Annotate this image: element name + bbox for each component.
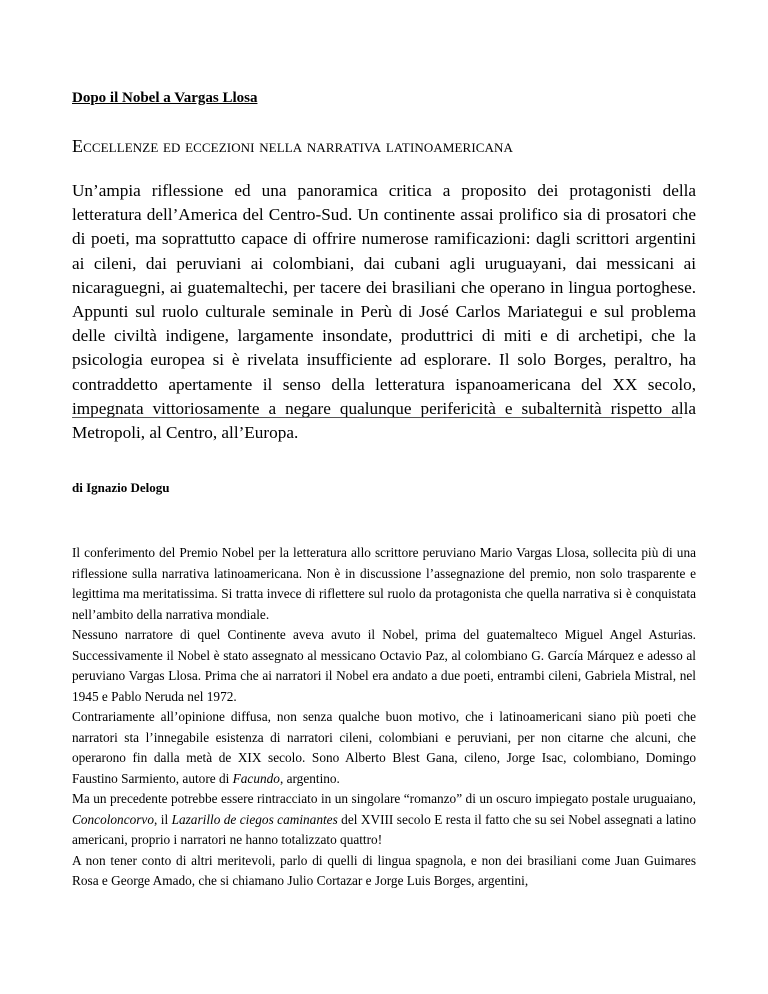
paragraph-5: A non tener conto di altri meritevoli, parlo di quelli di lingua spagnola, e non dei brasiliani come Juan Guimares Rosa e George Amado, che si chiamano Julio Cortazar e Jorge Luis Borges, argentini, bbox=[72, 852, 696, 888]
article-abstract: Un’ampia riflessione ed una panoramica critica a proposito dei protagonisti della letteratura dell’America del Centro-Sud. Un continente assai prolifico sia di prosatori che di poeti, ma soprattutto capace di offrire numerose ramificazioni: dagli scrittori argentini ai cileni, dai peruviani ai colombiani, dai cubani agli uruguayani, dai messicani ai nicaraguegni, ai guatemaltechi, per tacere dei brasiliani che operano in lingua portoghese. Appunti sul ruolo culturale seminale in Perù di José Carlos Mariategui e sul problema delle civiltà indigene, largamente insondate, produttrici di miti e di archetipi, che la psicologia europea si è rivelata insufficiente ad esplorare. Il solo Borges, peraltro, ha contraddetto apertamente il senso della letteratura ispanoamericana del XX secolo, impegnata vittoriosamente a negare qualunque perifericità e subalternità rispetto alla Metropoli, al Centro, all’Europa. bbox=[72, 181, 696, 443]
paragraph-3 bbox=[72, 707, 696, 789]
paragraph-1: Il conferimento del Premio Nobel per la letteratura allo scrittore peruviano Mario Vargas Llosa, sollecita più di una riflessione sulla narrativa latinoamericana. Non è in discussione l’assegnazione del premio, non solo trasparente e legittima ma meritatissima. Si tratta invece di riflettere sul ruolo da protagonista che quella narrativa si è conquistata nell’ambito della narrativa mondiale. bbox=[72, 545, 696, 622]
separator-line bbox=[72, 417, 682, 418]
article-body bbox=[72, 543, 696, 892]
book-title-facundo: Facundo bbox=[232, 770, 280, 786]
paragraph-4-end: del XVIII secolo E resta il fatto che su sei Nobel assegnati a latino americani, proprio i narratori ne hanno totalizzato quattro! bbox=[72, 811, 697, 847]
paragraph-4 bbox=[72, 789, 696, 851]
book-title-concoloncorvo: Concoloncorvo bbox=[72, 811, 154, 827]
article-subtitle: Eccellenze ed eccezioni nella narrativa latinoamericana bbox=[72, 136, 513, 156]
paragraph-4-text: Ma un precedente potrebbe essere rintracciato in un singolare “romanzo” di un oscuro impiegato postale uruguaiano, bbox=[72, 791, 696, 806]
paragraph-3-end: , argentino. bbox=[279, 770, 340, 786]
author-byline: di Ignazio Delogu bbox=[72, 480, 170, 495]
paragraph-4-mid: , il bbox=[153, 811, 172, 827]
paragraph-3-text: Contrariamente all’opinione diffusa, non senza qualche buon motivo, che i latinoamericani siano più poeti che narratori sta l’innegabile esistenza di narratori cileni, colombiani e peruviani, per non citarne che alcuni, che operarono fin dalla metà de XIX secolo. Sono Alberto Blest Gana, cileno, Jorge Isac, colombiano, Domingo Faustino Sarmiento, autore di bbox=[72, 709, 696, 786]
paragraph-2: Nessuno narratore di quel Continente aveva avuto il Nobel, prima del guatemalteco Miguel Angel Asturias. Successivamente il Nobel è stato assegnato al messicano Octavio Paz, al colombiano G. García Márquez e adesso al peruviano Vargas Llosa. Prima che ai narratori il Nobel era andato a due poeti, entrambi cileni, Gabriela Mistral, nel 1945 e Pablo Neruda nel 1972. bbox=[72, 627, 696, 704]
book-title-lazarillo: Lazarillo de ciegos caminantes bbox=[171, 811, 338, 827]
article-title: Dopo il Nobel a Vargas Llosa bbox=[72, 90, 258, 106]
